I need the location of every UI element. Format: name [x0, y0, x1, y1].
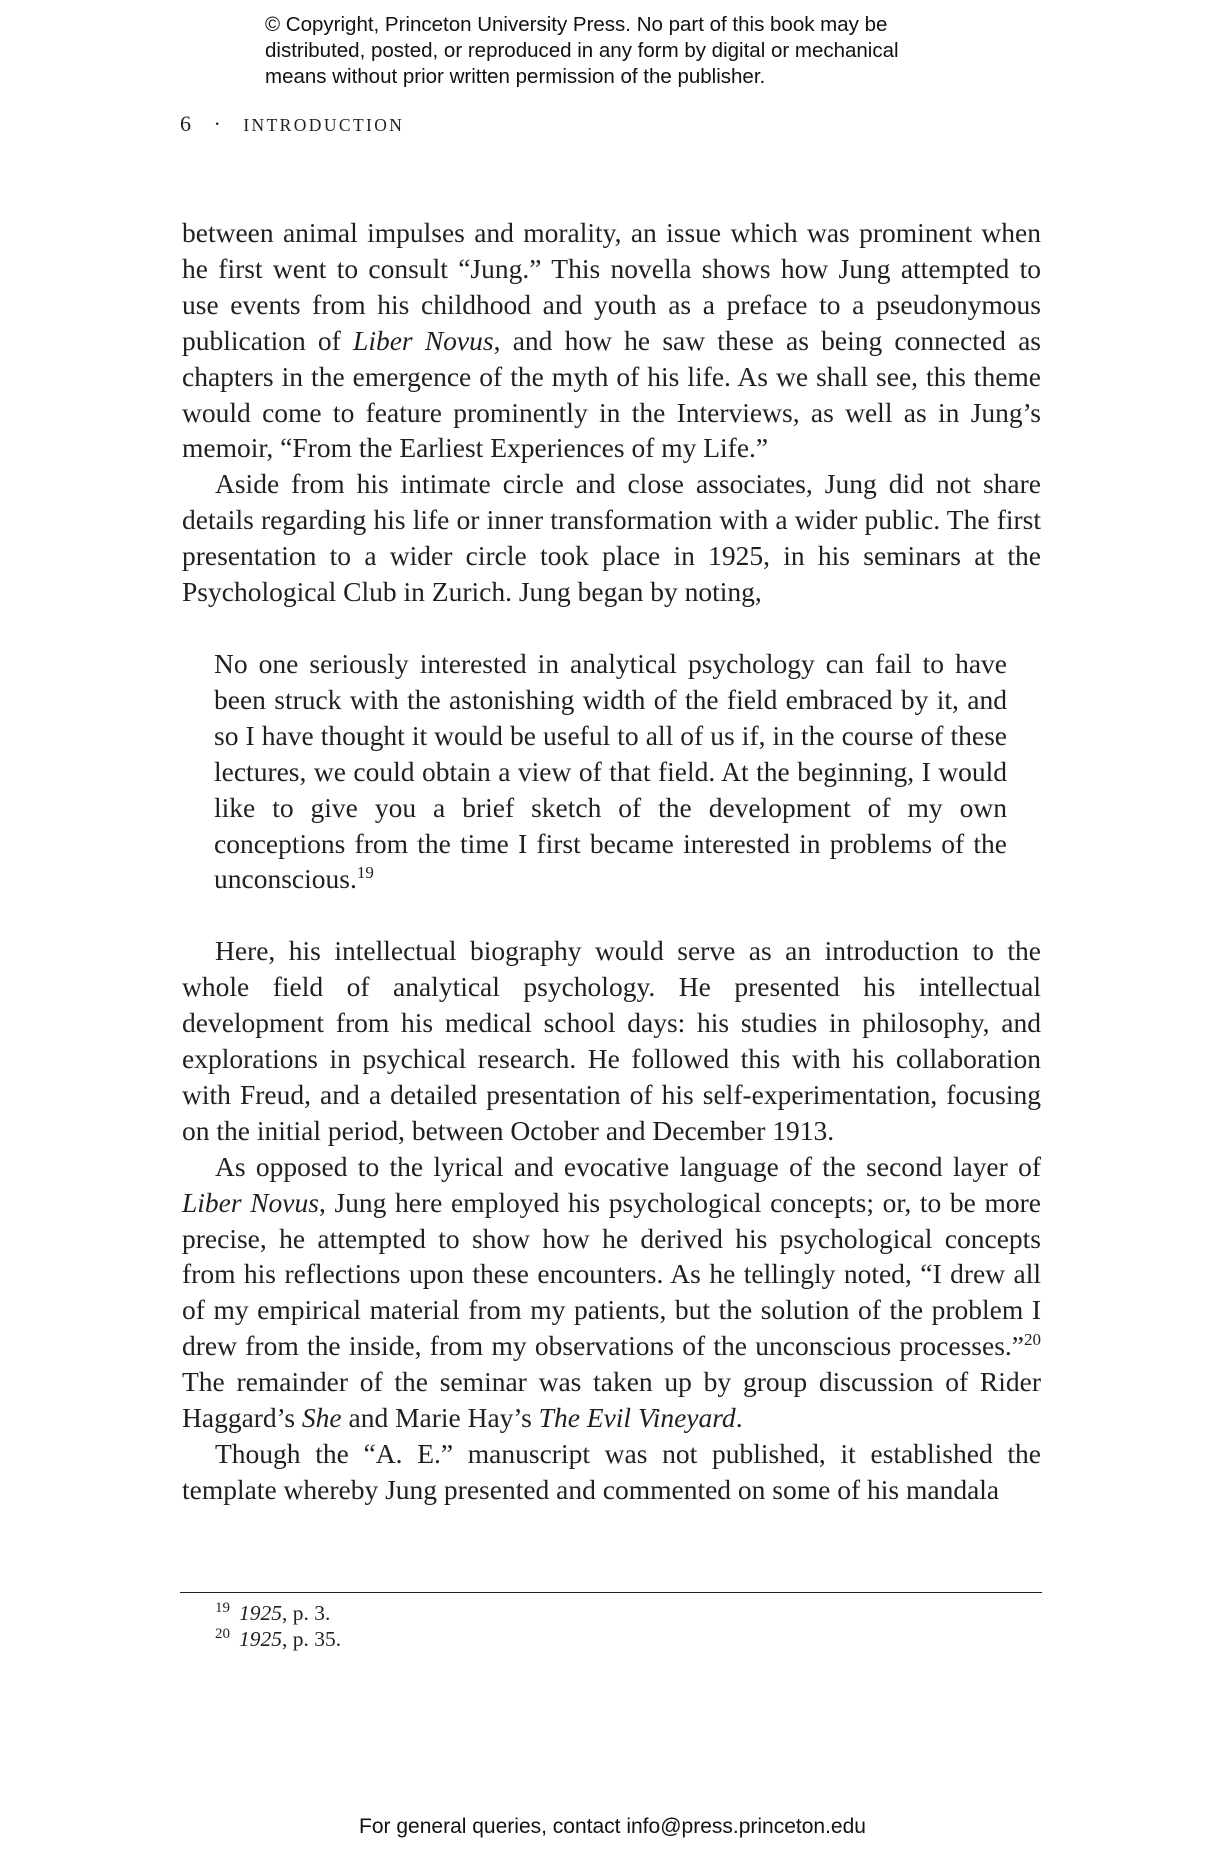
copyright-line: distributed, posted, or reproduced in any form by digital or mechanical: [265, 39, 899, 62]
section-title: INTRODUCTION: [243, 115, 405, 135]
paragraph: Aside from his intimate circle and close associates, Jung did not share details regarding his life or inner transformation with a wider public. The first presentation to a wider circle took place in 1925, in his seminars at the Psychological Club in Zurich. Jung began by noting,: [182, 468, 1041, 608]
block-quote: [214, 646, 1007, 897]
italic-title: Liber Novus: [182, 1186, 319, 1218]
text-run: and Marie Hay’s: [341, 1402, 539, 1434]
footnote-text: , p. 35.: [282, 1627, 342, 1651]
running-head: [180, 111, 404, 137]
paragraph: Though the “A. E.” manuscript was not published, it established the template whereby Jung presented and commented on some of his mandala: [182, 1438, 1041, 1505]
footnote-number: 20: [215, 1625, 230, 1642]
copyright-line: © Copyright, Princeton University Press. No part of this book may be: [265, 13, 888, 36]
footnote-text: , p. 3.: [282, 1601, 331, 1625]
text-run: The remainder of the seminar was taken up by group discussion of Rider Haggard’s: [182, 1366, 1041, 1434]
footnote: [215, 1626, 1015, 1652]
paragraph: [182, 215, 1041, 466]
footnote-italic: 1925: [239, 1627, 282, 1651]
footnote: [215, 1600, 1015, 1626]
quote-text: No one seriously interested in analytical psychology can fail to have been struck with the astonishing width of the field embraced by it, and so I have thought it would be useful to all of us if, in the course of these lectures, we could obtain a view of that field. At the beginning, I would like to give you a brief sketch of the development of my own conceptions from the time I first became interested in problems of the unconscious.: [214, 647, 1007, 895]
text-run: between animal impulses and morality, an issue which was prominent when he first went to consult “Jung.” This novella shows how Jung attempted to use events from his childhood and youth as a preface to a pseudonymous publication of: [182, 217, 1041, 356]
italic-title: The Evil Vineyard: [538, 1402, 736, 1434]
footnote-reference: 20: [1024, 1330, 1041, 1350]
italic-title: Liber Novus: [353, 324, 494, 356]
text-run: , and how he saw these as being connected as chapters in the emergence of the myth of his life. As we shall see, this theme would come to feature prominently in the Interviews, as well as in Jung’s memoir, “From the Earliest Experiences of my Life.”: [182, 324, 1042, 464]
body-text: [182, 215, 1041, 1508]
footnotes: [215, 1600, 1015, 1652]
footnote-italic: 1925: [239, 1601, 282, 1625]
footnote-number: 19: [215, 1599, 230, 1616]
text-run: As opposed to the lyrical and evocative language of the second layer of: [215, 1150, 1041, 1182]
footnote-reference: 19: [356, 863, 374, 883]
copyright-notice: [265, 12, 1025, 90]
separator-dot: ·: [213, 111, 222, 136]
page-number: 6: [180, 111, 192, 136]
text-run: , Jung here employed his psychological concepts; or, to be more precise, he attempted to show how he derived his psychological concepts from his reflections upon these encounters. As he tellingly noted, “I drew all of my empirical material from my patients, but the solution of the problem I drew from the inside, from my observations of the unconscious processes.”: [182, 1186, 1041, 1362]
italic-title: She: [301, 1402, 342, 1434]
paragraph: [182, 1149, 1041, 1436]
copyright-line: means without prior written permission of the publisher.: [265, 65, 766, 88]
footer-contact: For general queries, contact info@press.princeton.edu: [359, 1815, 866, 1838]
paragraph: Here, his intellectual biography would serve as an introduction to the whole field of analytical psychology. He presented his intellectual development from his medical school days: his studies in philosophy, and explorations in psychical research. He followed this with his collaboration with Freud, and a detailed presentation of his self-experimentation, focusing on the initial period, between October and December 1913.: [182, 935, 1041, 1146]
footnote-rule: [180, 1592, 1042, 1593]
text-run: .: [735, 1402, 743, 1434]
